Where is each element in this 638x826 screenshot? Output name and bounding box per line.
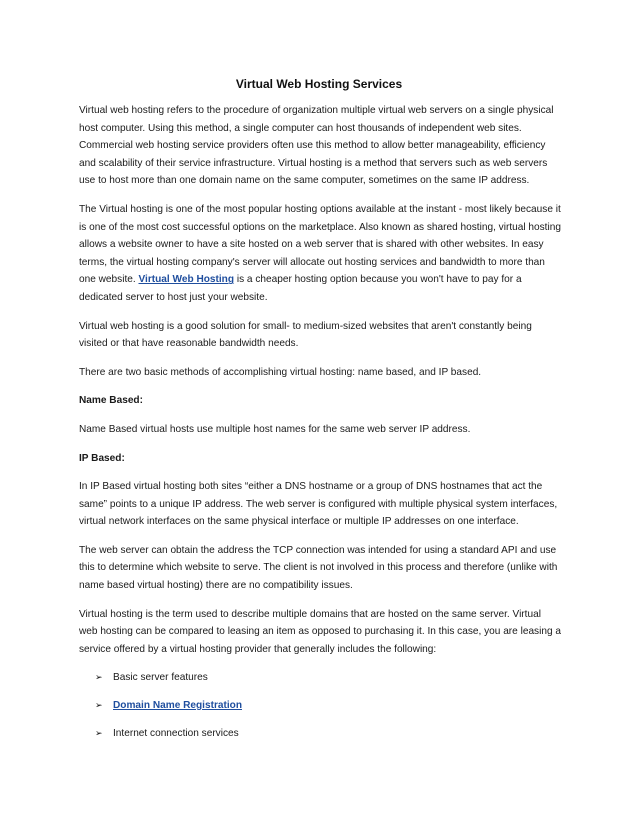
paragraph-good-solution: Virtual web hosting is a good solution for small- to medium-sized websites that aren't constantly being visited or that have reasonable bandwidth needs. [79, 320, 532, 350]
domain-name-registration-link[interactable]: Domain Name Registration [113, 700, 243, 712]
list-item[interactable] [95, 697, 561, 715]
document-body [79, 102, 561, 752]
list-item [95, 669, 561, 687]
list-item [95, 725, 561, 743]
arrowhead-bullet-icon: ➢ [95, 672, 103, 683]
paragraph-text: The Virtual hosting is one of the most popular hosting options available at the instant - most likely because it is one of the most cost successful options on the marketplace. Also known as shared hosting, virtual hosting allows a website owner to have a site hosted on a web server that is shared with other websites. In easy terms, the virtual hosting company's server will allocate out hosting services and bandwidth to more than one website. [79, 203, 561, 286]
paragraph-leasing: Virtual hosting is the term used to describe multiple domains that are hosted on the same server. Virtual web hosting can be compared to leasing an item as opposed to purchasing it. In this case, you are leasing a service offered by a virtual hosting provider that generally includes the following: [79, 608, 561, 655]
features-list [79, 669, 561, 742]
paragraph-intro: Virtual web hosting refers to the procedure of organization multiple virtual web servers on a single physical host computer. Using this method, a single computer can host thousands of independent web sites. Commercial web hosting service providers often use this method to allow better manageability, efficiency and scalability of their service infrastructure. Virtual hosting is a method that servers such as web servers use to host more than one domain name on the same computer, sometimes on the same IP address. [79, 105, 554, 187]
paragraph-text: is a cheaper hosting option because you won't have to pay for a dedicated server to host just your website. [79, 274, 522, 303]
paragraph-ip-based: In IP Based virtual hosting both sites “either a DNS hostname or a group of DNS hostnames that act the same” points to a unique IP address. The web server is configured with multiple physical system interfaces, virtual network interfaces on the same physical interface or multiple IP addresses on one interface. [79, 481, 558, 528]
paragraph-tcp-connection: The web server can obtain the address the TCP connection was intended for using a standard API and use this to determine which website to serve. The client is not involved in this process and therefore (unlike with name based virtual hosting) there are no compatibility issues. [79, 544, 558, 592]
heading-ip-based: IP Based: [79, 452, 125, 464]
paragraph-shared-hosting [79, 201, 561, 307]
list-item-label: Internet connection services [113, 727, 239, 739]
heading-name-based: Name Based: [79, 395, 143, 407]
virtual-web-hosting-link[interactable]: Virtual Web Hosting [138, 274, 235, 286]
list-item-label: Basic server features [113, 672, 208, 684]
document-title: Virtual Web Hosting Services [235, 77, 403, 91]
paragraph-two-methods: There are two basic methods of accomplishing virtual hosting: name based, and IP based. [79, 366, 482, 378]
paragraph-name-based: Name Based virtual hosts use multiple host names for the same web server IP address. [79, 423, 471, 435]
arrowhead-bullet-icon: ➢ [95, 700, 103, 711]
arrowhead-bullet-icon: ➢ [95, 727, 103, 738]
